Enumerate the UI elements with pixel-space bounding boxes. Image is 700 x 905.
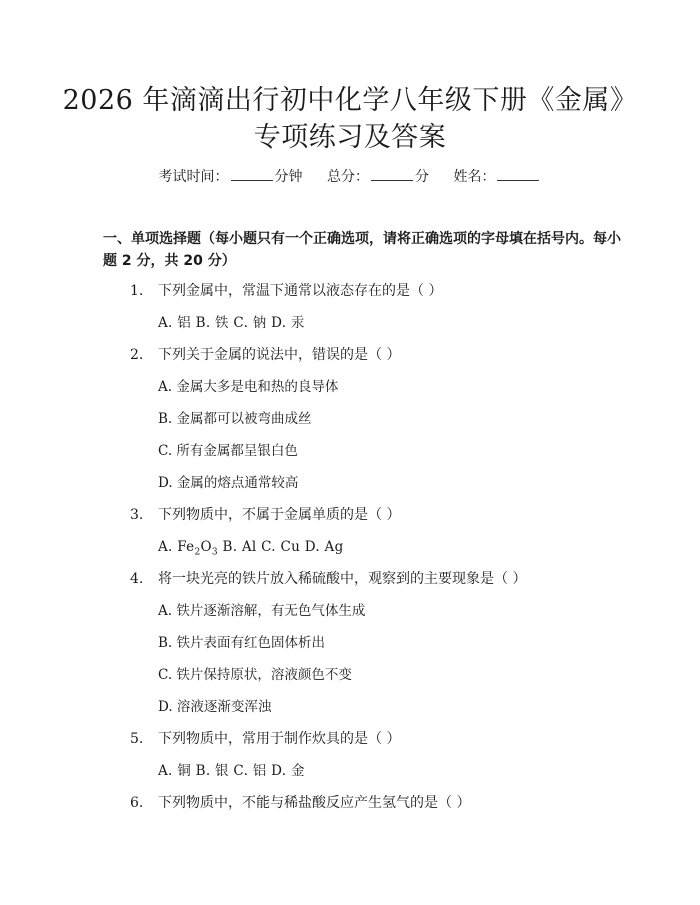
question-text: 下列关于金属的说法中，错误的是（ ） xyxy=(158,347,401,363)
exam-name-blank[interactable] xyxy=(497,166,539,181)
option-a-mid: O xyxy=(200,539,212,555)
exam-time xyxy=(159,166,303,188)
exam-name-label: 姓名： xyxy=(453,169,496,185)
exam-time-unit: 分钟 xyxy=(274,169,303,185)
exam-score-label: 总分： xyxy=(327,169,369,185)
formula-subscript: 2 xyxy=(194,547,201,558)
question-list xyxy=(130,280,650,824)
exam-time-label: 考试时间： xyxy=(158,169,229,185)
exam-score-blank[interactable] xyxy=(371,166,413,181)
section-heading: 一、单项选择题（每小题只有一个正确选项，请将正确选项的字母填在括号内。每小题 2 分，共 20 分） xyxy=(103,231,621,269)
question-3-options xyxy=(130,536,650,568)
options-rest: B. Al C. Cu D. Ag xyxy=(217,539,344,555)
question-number: 4. xyxy=(130,571,144,587)
question-4-option-b: B. 铁片表面有红色固体析出 xyxy=(158,635,326,651)
question-3 xyxy=(130,504,650,536)
question-2 xyxy=(130,344,650,376)
question-5 xyxy=(130,728,650,760)
question-4-option-c: C. 铁片保持原状，溶液颜色不变 xyxy=(158,667,352,683)
question-2-option-b: B. 金属都可以被弯曲成丝 xyxy=(158,411,312,427)
exam-name xyxy=(453,166,541,188)
question-number: 1. xyxy=(130,283,144,299)
question-1 xyxy=(130,280,650,312)
question-2-option-d: D. 金属的熔点通常较高 xyxy=(158,475,299,491)
option-a-prefix: A. Fe xyxy=(158,539,195,555)
question-4 xyxy=(130,568,650,600)
question-number: 2. xyxy=(130,347,144,363)
question-1-options: A. 铝 B. 铁 C. 钠 D. 汞 xyxy=(158,315,305,331)
question-5-options: A. 铜 B. 银 C. 铝 D. 金 xyxy=(158,763,305,779)
exam-score-unit: 分 xyxy=(415,169,429,185)
question-text: 下列物质中，不能与稀盐酸反应产生氢气的是（ ） xyxy=(158,795,471,811)
exam-time-blank[interactable] xyxy=(231,166,273,181)
question-number: 3. xyxy=(130,507,144,523)
question-number: 6. xyxy=(130,795,144,811)
question-2-option-c: C. 所有金属都呈银白色 xyxy=(158,443,298,459)
document-title: 2026 年滴滴出行初中化学八年级下册《金属》专项练习及答案 xyxy=(62,85,638,153)
formula-subscript: 3 xyxy=(211,547,218,558)
exam-info-line xyxy=(0,166,700,188)
question-2-option-a: A. 金属大多是电和热的良导体 xyxy=(158,379,339,395)
question-text: 下列金属中，常温下通常以液态存在的是（ ） xyxy=(158,283,443,299)
question-text: 下列物质中，常用于制作炊具的是（ ） xyxy=(158,731,401,747)
exam-score xyxy=(327,166,429,188)
question-4-option-d: D. 溶液逐渐变浑浊 xyxy=(158,699,272,715)
question-number: 5. xyxy=(130,731,144,747)
question-text: 将一块光亮的铁片放入稀硫酸中，观察到的主要现象是（ ） xyxy=(158,571,527,587)
question-6 xyxy=(130,792,650,824)
question-text: 下列物质中，不属于金属单质的是（ ） xyxy=(158,507,401,523)
question-4-option-a: A. 铁片逐渐溶解，有无色气体生成 xyxy=(158,603,366,619)
